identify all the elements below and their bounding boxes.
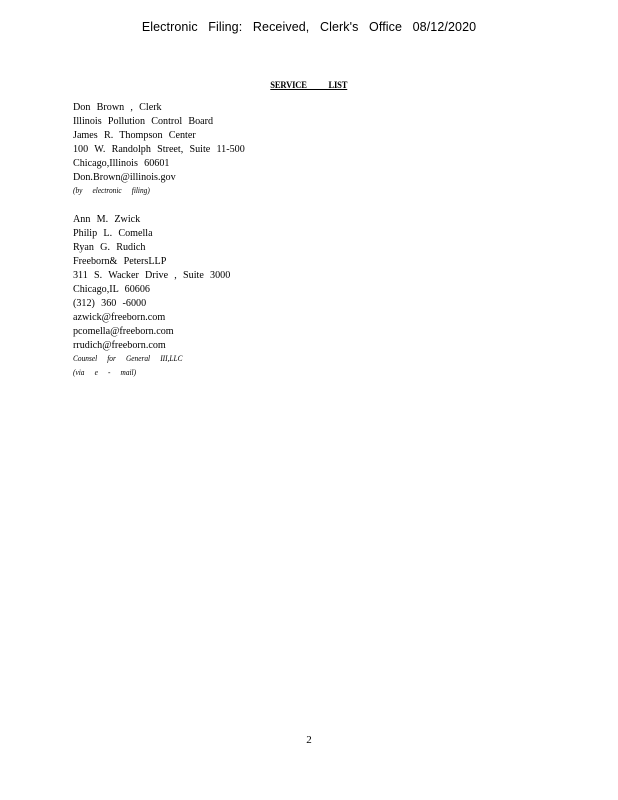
recipient-email: Don.Brown@illinois.gov — [73, 171, 176, 183]
recipient-line: Freeborn& PetersLLP — [73, 255, 167, 267]
recipient-email: pcomella@freeborn.com — [73, 325, 174, 337]
recipient-line: Ryan G. Rudich — [73, 241, 146, 253]
recipient-counsel — [73, 212, 244, 380]
counsel-note: Counsel for General III,LLC — [73, 354, 183, 363]
recipient-line: 311 S. Wacker Drive , Suite 3000 — [73, 269, 231, 281]
delivery-note: (by electronic filing) — [73, 186, 150, 195]
recipient-line: 100 W. Randolph Street, Suite 11-500 — [73, 143, 245, 155]
recipient-line: James R. Thompson Center — [73, 129, 196, 141]
recipient-line: Chicago,IL 60606 — [73, 283, 150, 295]
recipient-line: Philip L. Comella — [73, 227, 153, 239]
service-list-title: SERVICE LIST — [270, 81, 348, 91]
recipient-email: rrudich@freeborn.com — [73, 339, 166, 351]
recipient-email: azwick@freeborn.com — [73, 311, 166, 323]
recipient-phone: (312) 360 -6000 — [73, 297, 147, 309]
recipient-line: Ann M. Zwick — [73, 213, 141, 225]
filing-stamp: Electronic Filing: Received, Clerk's Office 08/12/2020 — [141, 20, 477, 34]
page-title — [0, 75, 618, 93]
recipient-line: Illinois Pollution Control Board — [73, 115, 214, 127]
recipient-line: Chicago,Illinois 60601 — [73, 157, 170, 169]
delivery-note: (via e - mail) — [73, 368, 137, 377]
recipient-line: Don Brown , Clerk — [73, 101, 162, 113]
page-number: 2 — [306, 734, 312, 746]
recipient-clerk — [73, 100, 260, 198]
